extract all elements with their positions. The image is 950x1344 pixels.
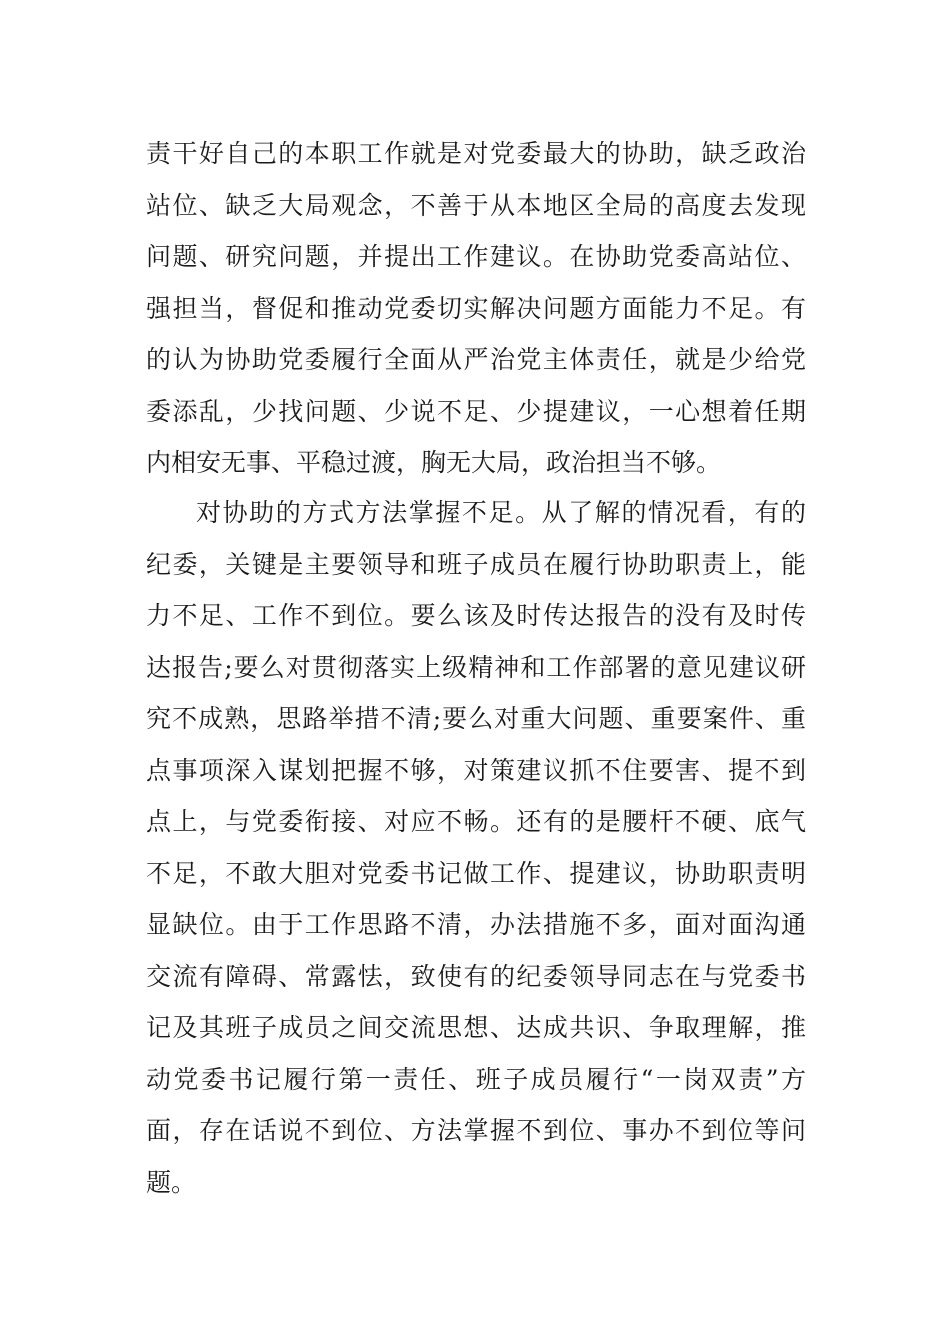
paragraph-line: 动党委书记履行第一责任、班子成员履行“一岗双责”方	[146, 1064, 806, 1094]
paragraph-line: 达报告;要么对贯彻落实上级精神和工作部署的意见建议研	[146, 652, 806, 682]
paragraph-2	[146, 487, 806, 1208]
paragraph-line: 的认为协助党委履行全面从严治党主体责任，就是少给党	[146, 345, 806, 374]
paragraph-line: 交流有障碍、常露怯，致使有的纪委领导同志在与党委书	[146, 961, 806, 991]
paragraph-1	[146, 128, 806, 489]
paragraph-line: 纪委，关键是主要领导和班子成员在履行协助职责上，能	[146, 549, 806, 579]
paragraph-line: 问题、研究问题，并提出工作建议。在协助党委高站位、	[146, 242, 806, 271]
paragraph-line: 点事项深入谋划把握不够，对策建议抓不住要害、提不到	[146, 755, 806, 785]
paragraph-line: 内相安无事、平稳过渡，胸无大局，政治担当不够。	[146, 448, 722, 477]
paragraph-line: 对协助的方式方法掌握不足。从了解的情况看，有的	[196, 498, 806, 527]
paragraph-line: 责干好自己的本职工作就是对党委最大的协助，缺乏政治	[146, 139, 806, 168]
paragraph-line: 强担当，督促和推动党委切实解决问题方面能力不足。有	[146, 293, 806, 323]
paragraph-line: 力不足、工作不到位。要么该及时传达报告的没有及时传	[146, 601, 806, 630]
paragraph-line: 不足，不敢大胆对党委书记做工作、提建议，协助职责明	[146, 858, 806, 888]
paragraph-line: 委添乱，少找问题、少说不足、少提建议，一心想着任期	[146, 396, 806, 426]
paragraph-line: 站位、缺乏大局观念，不善于从本地区全局的高度去发现	[146, 190, 806, 220]
paragraph-line: 究不成熟，思路举措不清;要么对重大问题、重要案件、重	[146, 704, 806, 733]
paragraph-line: 题。	[146, 1167, 197, 1197]
paragraph-line: 记及其班子成员之间交流思想、达成共识、争取理解，推	[146, 1013, 806, 1042]
paragraph-line: 面，存在话说不到位、方法掌握不到位、事办不到位等问	[146, 1116, 806, 1145]
paragraph-line: 点上，与党委衔接、对应不畅。还有的是腰杆不硬、底气	[146, 807, 806, 836]
paragraph-line: 显缺位。由于工作思路不清，办法措施不多，面对面沟通	[146, 910, 806, 939]
